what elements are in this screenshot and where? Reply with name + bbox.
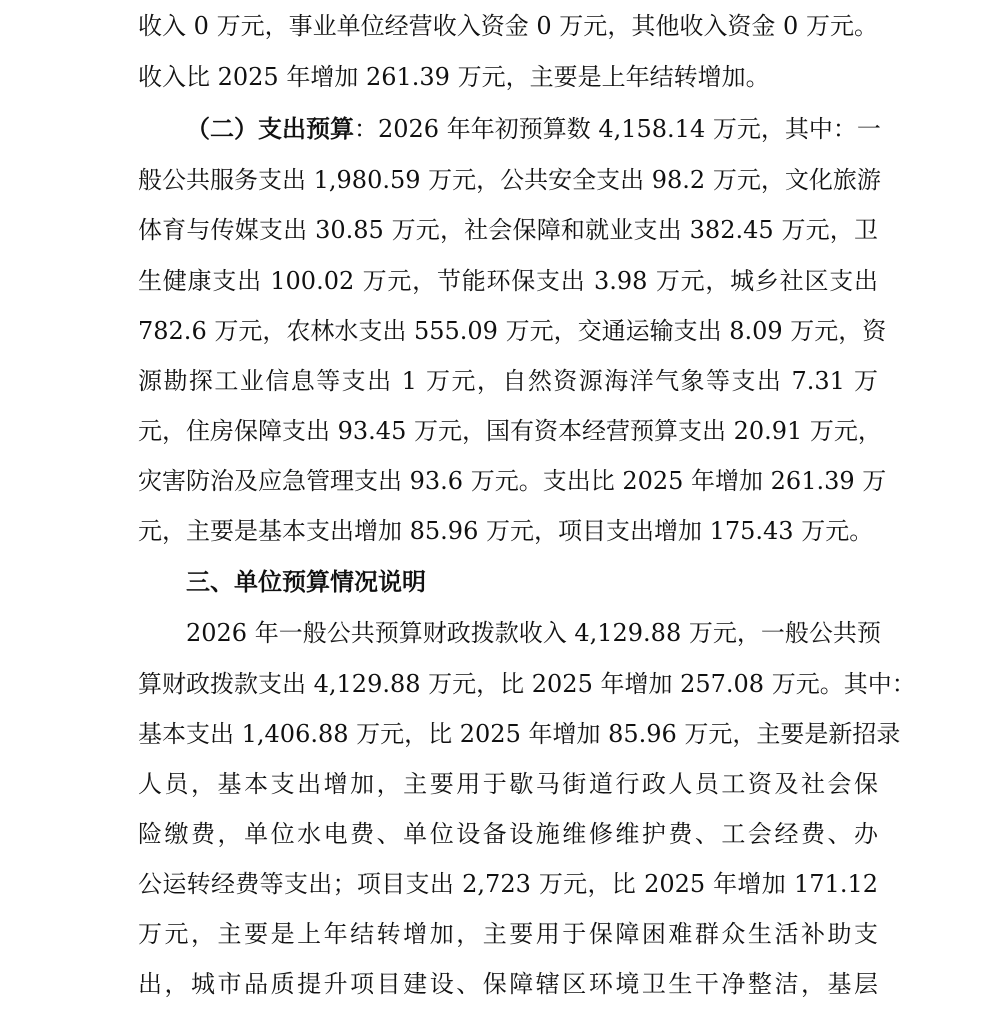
paragraph-line: 险缴费，单位水电费、单位设备设施维修维护费、工会经费、办 — [138, 820, 878, 848]
paragraph-line: 元，主要是基本支出增加 85.96 万元，项目支出增加 175.43 万元。 — [138, 517, 874, 545]
paragraph-line: 收入 0 万元，事业单位经营收入资金 0 万元，其他收入资金 0 万元。 — [138, 12, 878, 40]
paragraph-line: 收入比 2025 年增加 261.39 万元，主要是上年结转增加。 — [138, 63, 770, 91]
expenditure-budget-heading: （二）支出预算 — [186, 114, 354, 143]
paragraph-line: 生健康支出 100.02 万元，节能环保支出 3.98 万元，城乡社区支出 — [138, 267, 878, 295]
paragraph-line: 2026 年一般公共预算财政拨款收入 4,129.88 万元，一般公共预 — [186, 619, 881, 647]
paragraph-line — [186, 104, 881, 154]
paragraph-line: 体育与传媒支出 30.85 万元，社会保障和就业支出 382.45 万元，卫 — [138, 216, 878, 244]
paragraph-line: 元，住房保障支出 93.45 万元，国有资本经营预算支出 20.91 万元， — [138, 417, 882, 445]
section-heading: 三、单位预算情况说明 — [186, 567, 426, 596]
expenditure-intro-text: ：2026 年年初预算数 4,158.14 万元，其中：一 — [354, 115, 881, 143]
paragraph-line: 般公共服务支出 1,980.59 万元，公共安全支出 98.2 万元，文化旅游 — [138, 166, 881, 194]
paragraph-line: 源勘探工业信息等支出 1 万元，自然资源海洋气象等支出 7.31 万 — [138, 367, 878, 395]
paragraph-line: 基本支出 1,406.88 万元，比 2025 年增加 85.96 万元，主要是新招录 — [138, 720, 901, 748]
paragraph-line: 出，城市品质提升项目建设、保障辖区环境卫生干净整洁，基层 — [138, 970, 878, 998]
paragraph-line: 公运转经费等支出；项目支出 2,723 万元，比 2025 年增加 171.12 — [138, 870, 878, 898]
paragraph-line: 算财政拨款支出 4,129.88 万元，比 2025 年增加 257.08 万元。其中： — [138, 670, 916, 698]
paragraph-line: 782.6 万元，农林水支出 555.09 万元，交通运输支出 8.09 万元，资 — [138, 317, 887, 345]
paragraph-line: 万元，主要是上年结转增加，主要用于保障困难群众生活补助支 — [138, 920, 878, 948]
paragraph-line: 灾害防治及应急管理支出 93.6 万元。支出比 2025 年增加 261.39 万 — [138, 467, 887, 495]
paragraph-line: 人员，基本支出增加，主要用于歇马街道行政人员工资及社会保 — [138, 770, 878, 798]
